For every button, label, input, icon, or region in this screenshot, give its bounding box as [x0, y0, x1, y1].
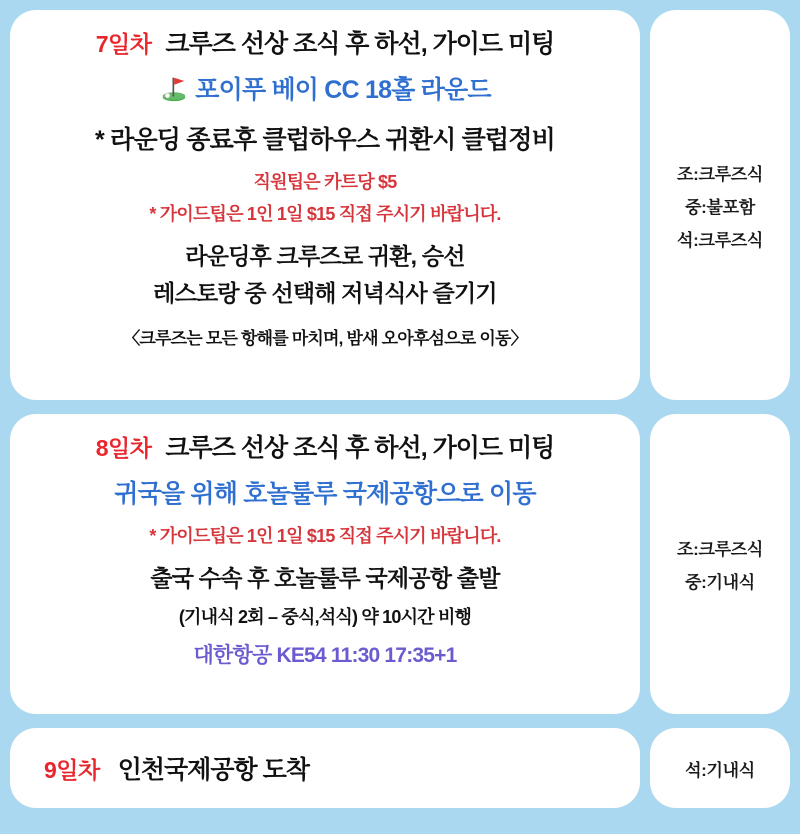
- day8-meal-lunch: 중:기내식: [685, 573, 755, 592]
- day-block-8: [10, 414, 790, 714]
- day9-title: 인천국제공항 도착: [117, 756, 309, 784]
- day8-airport-transfer: [114, 474, 536, 510]
- day-block-7: [10, 10, 790, 400]
- day7-golf-round-line: [159, 70, 490, 106]
- day8-title: 크루즈 선상 조식 후 하선, 가이드 미팅: [165, 434, 555, 462]
- day8-label: 8일차: [95, 435, 152, 461]
- day9-header: [26, 750, 309, 786]
- day9-main-card: [10, 728, 640, 808]
- day8-guide-tip: * 가이드팁은 1인 1일 $15 직접 주시기 바랍니다.: [149, 526, 501, 546]
- day7-sailing-note: 〈크루즈는 모든 항해를 마치며, 밤새 오아후섬으로 이동〉: [123, 329, 527, 348]
- day7-golf-round-text: 포이푸 베이 CC 18홀 라운드: [195, 76, 491, 104]
- day8-airport-transfer-text: 귀국을 위해 호놀룰루 국제공항으로 이동: [114, 480, 536, 508]
- day8-meal-breakfast: 조:크루즈식: [677, 540, 763, 559]
- golf-flag-icon: [159, 73, 189, 103]
- day7-title: 크루즈 선상 조식 후 하선, 가이드 미팅: [165, 30, 555, 58]
- day-block-9: [10, 728, 790, 808]
- day7-return-cruise: 라운딩후 크루즈로 귀환, 승선: [185, 243, 465, 269]
- day9-meals-card: [650, 728, 790, 808]
- day7-guide-tip: * 가이드팁은 1인 1일 $15 직접 주시기 바랍니다.: [149, 204, 501, 224]
- day7-dinner: 레스토랑 중 선택해 저녁식사 즐기기: [153, 280, 497, 306]
- day8-departure: 출국 수속 후 호놀룰루 국제공항 출발: [150, 565, 500, 591]
- day9-label: 9일차: [44, 757, 100, 783]
- day8-main-card: [10, 414, 640, 714]
- day8-flight-number: 대한항공 KE54 11:30 17:35+1: [193, 644, 457, 667]
- day8-flight-meals: (기내식 2회 – 중식,석식) 약 10시간 비행: [178, 607, 472, 627]
- day7-main-card: [10, 10, 640, 400]
- day7-meal-breakfast: 조:크루즈식: [677, 164, 763, 184]
- day7-meal-dinner: 석:크루즈식: [677, 230, 763, 250]
- day7-staff-tip: 직원팁은 카트당 $5: [253, 172, 397, 192]
- day7-meal-lunch: 중:불포함: [685, 197, 755, 217]
- day7-clubhouse-note: * 라운딩 종료후 클럽하우스 귀환시 클럽정비: [95, 126, 555, 154]
- day9-meal-dinner: 석:기내식: [685, 760, 755, 780]
- day7-header: [26, 24, 624, 60]
- day7-label: 7일차: [95, 31, 152, 57]
- day8-meals-card: [650, 414, 790, 714]
- day7-meals-card: [650, 10, 790, 400]
- day8-header: [26, 428, 624, 464]
